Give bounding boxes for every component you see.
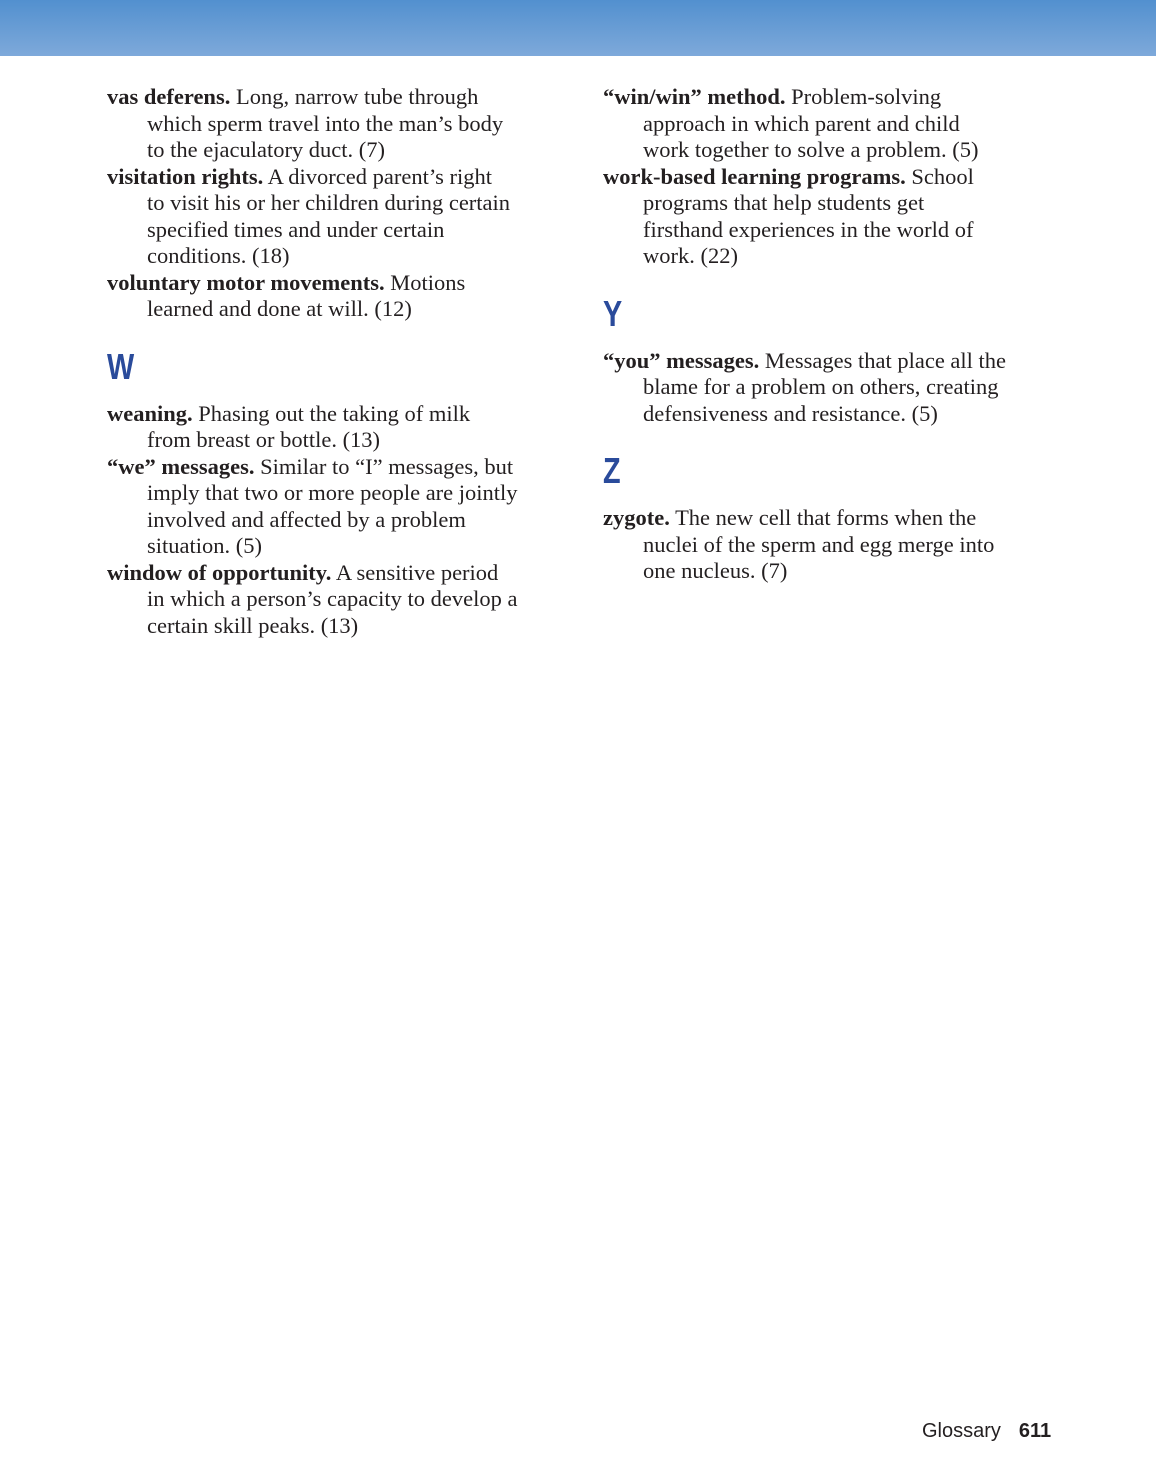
- entry-line: [107, 217, 577, 244]
- glossary-term: visitation rights.: [107, 163, 264, 189]
- entry-line: [107, 84, 577, 111]
- entry-line: [107, 296, 577, 323]
- glossary-entry: [107, 164, 577, 270]
- definition-text: work together to solve a problem. (5): [643, 137, 979, 162]
- entry-line: [603, 137, 1073, 164]
- definition-text: Phasing out the taking of milk: [198, 400, 471, 426]
- entry-line: [603, 243, 1073, 270]
- definition-text: Long, narrow tube through: [235, 84, 479, 109]
- glossary-entry: [107, 401, 577, 454]
- entry-line: [107, 586, 577, 613]
- definition-text: approach in which parent and child: [643, 110, 960, 136]
- glossary-column-left: [107, 84, 577, 639]
- entry-line: [107, 454, 577, 481]
- header-banner: [0, 0, 1156, 56]
- definition-text: blame for a problem on others, creating: [643, 374, 999, 399]
- page-number: 611: [1018, 1420, 1052, 1442]
- entry-line: [603, 84, 1073, 111]
- entry-line: [107, 270, 577, 297]
- glossary-term: “you” messages.: [603, 347, 760, 373]
- definition-text: firsthand experiences in the world of: [643, 216, 974, 242]
- definition-text: work. (22): [643, 243, 738, 268]
- entry-line: [603, 558, 1073, 585]
- page-footer: [922, 1420, 1051, 1443]
- entry-line: [603, 217, 1073, 244]
- glossary-entry: [107, 84, 577, 164]
- definition-text: to the ejaculatory duct. (7): [147, 137, 386, 162]
- entry-line: [603, 401, 1073, 428]
- entry-line: [603, 164, 1073, 191]
- definition-text: specified times and under certain: [147, 216, 445, 242]
- definition-text: from breast or bottle. (13): [147, 427, 381, 452]
- definition-text: Problem-solving: [791, 84, 942, 109]
- entry-line: [107, 613, 577, 640]
- definition-text: in which a person’s capacity to develop a: [147, 586, 518, 611]
- entry-line: [107, 533, 577, 560]
- glossary-entry: [603, 505, 1073, 585]
- entry-line: [603, 374, 1073, 401]
- entry-line: [107, 137, 577, 164]
- entry-line: [603, 111, 1073, 138]
- definition-text: certain skill peaks. (13): [147, 612, 359, 638]
- section-letter-heading: Y: [603, 292, 623, 334]
- definition-text: programs that help students get: [643, 190, 925, 215]
- definition-text: situation. (5): [147, 533, 262, 558]
- entry-line: [107, 427, 577, 454]
- definition-text: learned and done at will. (12): [147, 296, 412, 321]
- glossary-term: weaning.: [107, 400, 193, 426]
- definition-text: which sperm travel into the man’s body: [147, 110, 504, 136]
- definition-text: The new cell that forms when the: [675, 505, 977, 530]
- definition-text: defensiveness and resistance. (5): [643, 400, 938, 426]
- entry-line: [603, 348, 1073, 375]
- glossary-column-right: [603, 84, 1073, 585]
- glossary-term: zygote.: [603, 505, 670, 530]
- glossary-term: “win/win” method.: [603, 84, 786, 109]
- entry-line: [107, 190, 577, 217]
- definition-text: Motions: [390, 269, 466, 295]
- glossary-term: work-based learning programs.: [603, 163, 906, 189]
- definition-text: A divorced parent’s right: [267, 163, 492, 189]
- entry-line: [107, 507, 577, 534]
- entry-line: [107, 243, 577, 270]
- definition-text: to visit his or her children during certain: [147, 190, 511, 215]
- definition-text: School: [911, 163, 974, 189]
- definition-text: involved and affected by a problem: [147, 506, 466, 532]
- glossary-entry: [107, 270, 577, 323]
- glossary-term: “we” messages.: [107, 453, 255, 479]
- entry-line: [107, 401, 577, 428]
- entry-line: [107, 480, 577, 507]
- definition-text: Similar to “I” messages, but: [260, 453, 514, 479]
- glossary-entry: [603, 84, 1073, 164]
- section-letter-heading: W: [107, 345, 135, 387]
- glossary-entry: [603, 164, 1073, 270]
- footer-section-title: Glossary: [922, 1420, 1001, 1442]
- glossary-entry: [107, 454, 577, 560]
- entry-line: [603, 190, 1073, 217]
- glossary-term: voluntary motor movements.: [107, 269, 385, 295]
- glossary-term: window of opportunity.: [107, 559, 332, 585]
- definition-text: Messages that place all the: [764, 347, 1007, 373]
- entry-line: [107, 164, 577, 191]
- definition-text: A sensitive period: [335, 559, 499, 585]
- glossary-term: vas deferens.: [107, 84, 231, 109]
- definition-text: imply that two or more people are jointly: [147, 480, 518, 505]
- definition-text: conditions. (18): [147, 243, 290, 268]
- definition-text: one nucleus. (7): [643, 558, 788, 583]
- entry-line: [107, 560, 577, 587]
- entry-line: [603, 505, 1073, 532]
- entry-line: [603, 532, 1073, 559]
- section-letter-heading: Z: [603, 450, 621, 491]
- glossary-entry: [107, 560, 577, 640]
- glossary-entry: [603, 348, 1073, 428]
- definition-text: nuclei of the sperm and egg merge into: [643, 531, 995, 557]
- entry-line: [107, 111, 577, 138]
